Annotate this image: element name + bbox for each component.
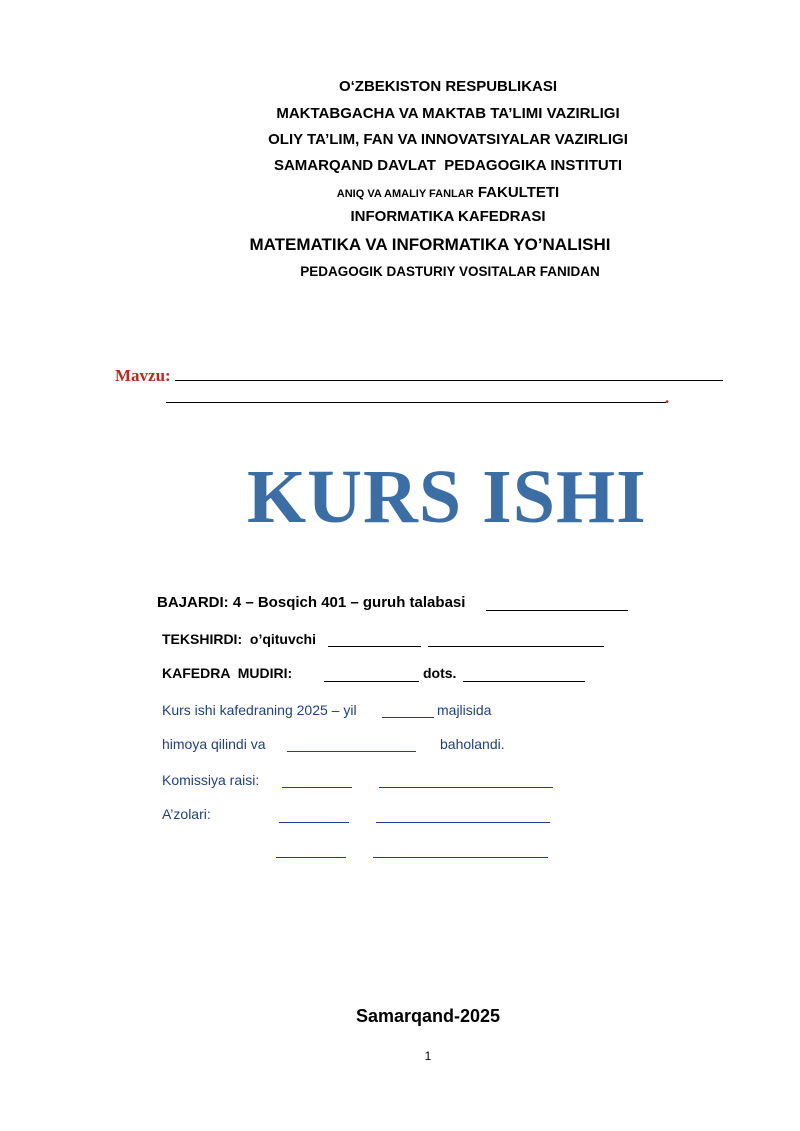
himoya-grade-blank xyxy=(287,751,416,752)
topic-line-2 xyxy=(166,402,666,403)
header-institute: SAMARQAND DAVLAT PEDAGOGIKA INSTITUTI xyxy=(273,157,623,174)
azolari-blank-1a xyxy=(279,822,349,823)
azolari-blank-2b xyxy=(373,857,548,858)
header-faculty xyxy=(48,184,800,201)
header-department: INFORMATIKA KAFEDRASI xyxy=(350,208,546,225)
header-faculty-big: FAKULTETI xyxy=(477,184,560,201)
kurs-text-pre: Kurs ishi kafedraning 2025 – yil xyxy=(162,702,357,718)
azolari-blank-1b xyxy=(376,822,550,823)
header-ministry-preschool: MAKTABGACHA VA MAKTAB TA’LIMI VAZIRLIGI xyxy=(276,105,620,122)
himoya-text-post: baholandi. xyxy=(440,736,505,752)
topic-label: Mavzu: xyxy=(115,366,171,385)
bajardi-label: BAJARDI: 4 – Bosqich 401 – guruh talabasi xyxy=(157,594,466,611)
footer-city-year: Samarqand-2025 xyxy=(355,1006,501,1026)
tekshirdi-blank-2 xyxy=(428,646,604,647)
tekshirdi-label: TEKSHIRDI: o’qituvchi xyxy=(162,631,316,647)
header-subject: PEDAGOGIK DASTURIY VOSITALAR FANIDAN xyxy=(300,264,600,279)
kurs-year-blank xyxy=(382,717,434,718)
document-title: KURS ISHI xyxy=(247,455,647,539)
mudiri-dots: dots. xyxy=(423,665,457,681)
topic-line-1 xyxy=(175,380,723,381)
topic-end-mark: . xyxy=(665,388,670,407)
tekshirdi-blank-1 xyxy=(328,646,421,647)
azolari-label: A’zolari: xyxy=(162,806,211,822)
komissiya-blank-1 xyxy=(282,787,352,788)
himoya-text-pre: himoya qilindi va xyxy=(162,736,266,752)
page-number: 1 xyxy=(424,1049,432,1063)
kurs-text-post: majlisida xyxy=(437,702,492,718)
header-faculty-small: ANIQ VA AMALIY FANLAR xyxy=(336,188,474,200)
komissiya-label: Komissiya raisi: xyxy=(162,772,260,788)
komissiya-blank-2 xyxy=(379,787,553,788)
header-direction: MATEMATIKA VA INFORMATIKA YO’NALISHI xyxy=(249,235,611,254)
mudiri-label: KAFEDRA MUDIRI: xyxy=(162,665,293,681)
azolari-blank-2a xyxy=(276,857,346,858)
mudiri-blank-1 xyxy=(324,681,419,682)
header-republic: O‘ZBEKISTON RESPUBLIKASI xyxy=(338,78,558,95)
mudiri-blank-2 xyxy=(463,681,585,682)
header-ministry-higher: OLIY TA’LIM, FAN VA INNOVATSIYALAR VAZIRLIGI xyxy=(268,131,628,148)
bajardi-blank xyxy=(486,610,628,611)
